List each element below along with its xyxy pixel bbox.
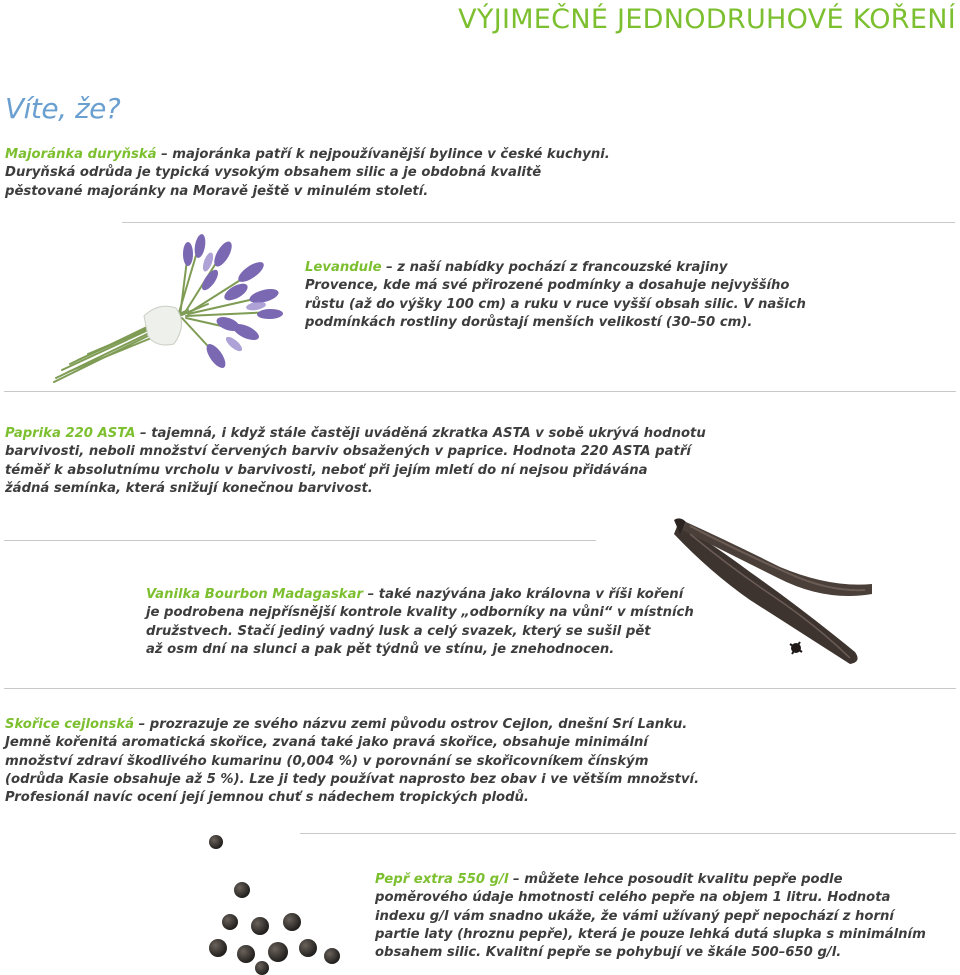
text-line: téměř k absolutnímu vrcholu v barvivosti, neboť při jejím mletí do ní nejsou přidávána	[5, 462, 648, 478]
text-line: podmínkách rostliny dorůstají menších velikostí (30–50 cm).	[305, 314, 753, 330]
text-line: růstu (až do výšky 100 cm) a ruku v ruce vyšší obsah silic. V našich	[305, 296, 806, 312]
text-line: obsahem silic. Kvalitní pepře se pohybují ve škále 500–650 g/l.	[375, 945, 842, 961]
text-line: – majoránka patří k nejpoužívanější bylince v české kuchyni.	[156, 147, 610, 162]
text-line: – můžete lehce posoudit kvalitu pepře podle	[508, 872, 843, 887]
section-name-paprika: Paprika 220 ASTA	[5, 426, 136, 441]
text-line: je podrobena nejpřísnější kontrole kvality „odborníky na vůni“ v místních	[146, 605, 694, 621]
text-line: až osm dní na slunci a pak pět týdnů ve stínu, je znehodnocen.	[146, 641, 615, 657]
text-line: žádná semínka, která snižují konečnou barvivost.	[5, 480, 373, 496]
text-line: – prozrazuje ze svého názvu zemi původu ostrov Cejlon, dnešní Srí Lanku.	[134, 717, 688, 732]
text-line: Duryňská odrůda je typická vysokým obsahem silic a je obdobná kvalitě	[5, 165, 542, 181]
text-line: množství zdraví škodlivého kumarinu (0,004 %) v porovnání se skořicovníkem čínským	[5, 753, 649, 769]
section-majoranka	[5, 146, 610, 201]
section-skorice	[5, 716, 699, 807]
text-line: barvivosti, neboli množství červených barviv obsažených v paprice. Hodnota 220 ASTA patří	[5, 444, 691, 460]
section-name-levandule: Levandule	[305, 260, 382, 275]
lavender-image	[48, 232, 283, 384]
section-vanilka	[146, 586, 694, 659]
text-line: – také nazývána jako královna v říši koření	[362, 587, 684, 602]
text-line: Provence, kde má své přirozené podmínky a dosahuje nejvyššího	[305, 278, 790, 294]
section-levandule	[305, 259, 806, 332]
divider	[122, 222, 955, 223]
divider	[4, 391, 956, 392]
text-line: pěstované majoránky na Moravě ještě v minulém století.	[5, 183, 429, 199]
divider	[4, 688, 956, 689]
text-line: družstvech. Stačí jediný vadný lusk a celý svazek, který se sušil pět	[146, 623, 651, 639]
text-line: – z naší nabídky pochází z francouzské krajiny	[381, 260, 728, 275]
page-subtitle: Víte, že?	[5, 92, 121, 125]
section-pepr	[375, 871, 926, 962]
pepper-image	[200, 830, 360, 975]
text-line: poměrového údaje hmotnosti celého pepře na objem 1 litru. Hodnota	[375, 890, 891, 906]
divider	[4, 540, 596, 541]
divider	[300, 833, 956, 834]
section-name-skorice: Skořice cejlonská	[5, 717, 135, 732]
text-line: Jemně kořenitá aromatická skořice, zvaná také jako pravá skořice, obsahuje minimální	[5, 735, 648, 751]
text-line: Profesionál navíc ocení její jemnou chuť s nádechem tropických plodů.	[5, 790, 529, 806]
section-name-majoranka: Majoránka duryňská	[5, 147, 157, 162]
text-line: indexu g/l vám snadno ukáže, že vámi užívaný pepř nepochází z horní	[375, 908, 894, 924]
section-name-pepr: Pepř extra 550 g/l	[375, 872, 509, 887]
text-line: partie laty (hroznu pepře), která je pouze lehká dutá slupka s minimálním	[375, 926, 926, 942]
section-paprika	[5, 425, 706, 498]
page-title: VÝJIMEČNÉ JEDNODRUHOVÉ KOŘENÍ	[458, 4, 956, 35]
text-line: – tajemná, i když stále častěji uváděná zkratka ASTA v sobě ukrývá hodnotu	[135, 426, 706, 441]
text-line: (odrůda Kasie obsahuje až 5 %). Lze ji tedy používat naprosto bez obav i ve větším množství.	[5, 771, 700, 787]
section-name-vanilka: Vanilka Bourbon Madagaskar	[146, 587, 363, 602]
